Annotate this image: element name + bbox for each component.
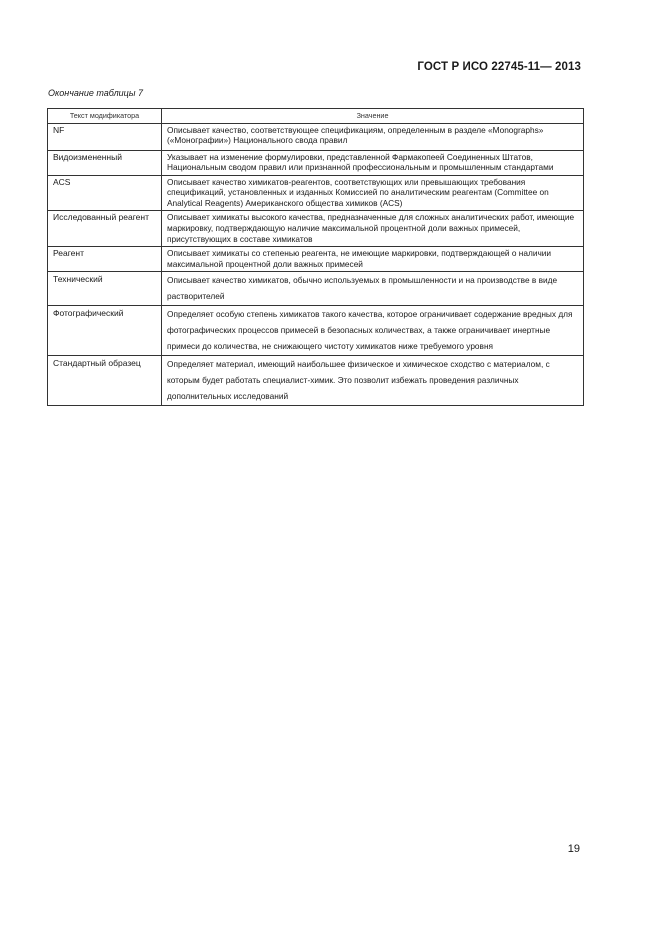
modifier-cell: NF	[48, 123, 162, 150]
modifier-cell: Фотографический	[48, 306, 162, 356]
value-cell: Описывает качество химикатов, обычно используемых в промышленности и на производстве в виде растворителей	[162, 272, 584, 306]
column-header-value: Значение	[162, 109, 584, 124]
table-row	[48, 306, 584, 356]
value-cell: Описывает качество химикатов-реагентов, соответствующих или превышающих требования спецификаций, установленных и изданных Комиссией по аналитическим реагентам (Committee on Analytical Reagents) Американского общества химиков (ACS)	[162, 175, 584, 211]
document-header: ГОСТ Р ИСО 22745-11— 2013	[417, 61, 581, 73]
modifier-cell: Реагент	[48, 247, 162, 272]
table-row	[48, 272, 584, 306]
value-cell: Определяет материал, имеющий наибольшее физическое и химическое сходство с материалом, с которым будет работать специалист-химик. Это позволит избежать проведения различных дополнительных исследований	[162, 356, 584, 406]
table-row	[48, 356, 584, 406]
modifier-cell: Видоизмененный	[48, 150, 162, 175]
value-cell: Описывает качество, соответствующее спецификациям, определенным в разделе «Monographs» («Монографии») Национального свода правил	[162, 123, 584, 150]
table-row	[48, 150, 584, 175]
value-cell: Указывает на изменение формулировки, представленной Фармакопеей Соединенных Штатов, Национальным сводом правил или признанной профессиональным и промышленным стандартами	[162, 150, 584, 175]
column-header-modifier: Текст модификатора	[48, 109, 162, 124]
table-header-row	[48, 109, 584, 124]
modifier-cell: Технический	[48, 272, 162, 306]
table-caption: Окончание таблицы 7	[48, 88, 143, 98]
modifier-cell: Исследованный реагент	[48, 211, 162, 247]
table-row	[48, 247, 584, 272]
value-cell: Описывает химикаты со степенью реагента, не имеющие маркировки, подтверждающей о наличии максимальной процентной доли важных примесей	[162, 247, 584, 272]
table-row	[48, 211, 584, 247]
modifier-table	[47, 108, 584, 406]
value-cell: Описывает химикаты высокого качества, предназначенные для сложных аналитических работ, имеющие маркировку, подтверждающую наличие максимальной процентной доли важных примесей, присутствующих в составе химикатов	[162, 211, 584, 247]
modifier-cell: Стандартный образец	[48, 356, 162, 406]
value-cell: Определяет особую степень химикатов такого качества, которое ограничивает содержание вредных для фотографических процессов примесей в безопасных количествах, а также ограничивает инертные примеси до количества, не снижающего чистоту химикатов ниже требуемого уровня	[162, 306, 584, 356]
table-row	[48, 175, 584, 211]
modifier-cell: ACS	[48, 175, 162, 211]
page-number: 19	[567, 843, 580, 855]
table-row	[48, 123, 584, 150]
